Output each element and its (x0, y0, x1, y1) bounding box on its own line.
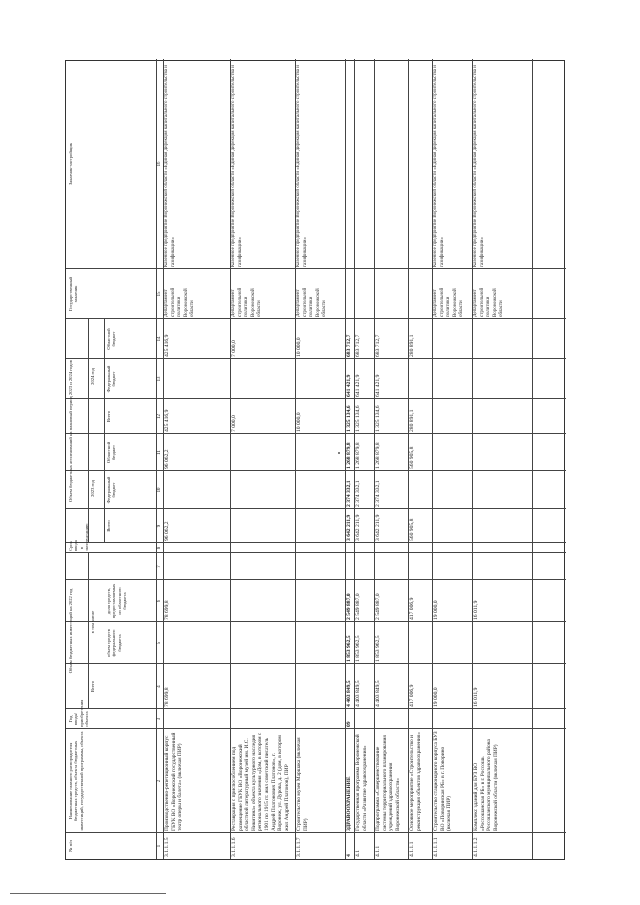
row-year: 09 (346, 721, 352, 727)
column-number: 6 (157, 599, 162, 603)
row-developer: Казенное предприятие Воронежской области «Единая дирекция капитального строительства и газификации» (433, 65, 445, 267)
column-number: 2 (157, 779, 162, 783)
row-federal-2022: 1 853 962,5 (375, 635, 381, 662)
row-total-2022: 78 699,8 (164, 687, 170, 707)
column-divider (66, 358, 566, 359)
row-developer: Казенное предприятие Воронежской области «Единая дирекция капитального строительства и газификации» (164, 65, 176, 267)
header-year-2023: 2023 год (90, 480, 95, 497)
row-total-2023: 3 642 211,9 (346, 514, 352, 541)
row-total-2022: 16 011,9 (473, 687, 479, 707)
column-divider (66, 470, 566, 471)
investment-table (65, 60, 565, 860)
row-share-2022: 2 549 887,0 (355, 593, 361, 620)
row-name: Государственная программа Воронежской области «Развитие здравоохранения» (355, 734, 368, 831)
row-share-2022: 2 549 887,0 (375, 593, 381, 620)
header-term: Срок ввода в эксплуатацию (68, 523, 90, 551)
header-year-2024: 2024 год (90, 368, 95, 385)
column-number: 13 (157, 376, 162, 382)
row-number: 3.1.1.1.5 (164, 837, 170, 857)
column-divider (66, 579, 566, 580)
row-regional-2024: 683 712,7 (355, 334, 361, 357)
row-total-2023: 3 642 211,9 (375, 514, 381, 541)
header-regional-2023: Областной бюджет (106, 441, 117, 464)
row-total-2024: 1 325 134,6 (375, 405, 381, 432)
row-number: 4.1.1.1.2 (473, 837, 479, 857)
header-developer: Заказчик-застройщик (68, 142, 73, 186)
row-total-2024: 1 325 134,6 (346, 405, 352, 432)
column-divider (66, 552, 566, 553)
column-number: 3 (157, 717, 162, 721)
row-share-2022: 78 699,8 (164, 600, 170, 620)
row-divider (532, 59, 533, 859)
column-divider (66, 508, 566, 509)
row-total-2024: 10 000,0 (296, 412, 302, 432)
row-number: 4 (346, 854, 352, 857)
column-divider (66, 728, 566, 729)
header-subdivider (88, 553, 89, 709)
row-number: 4.1 (355, 850, 361, 857)
header-total-2023: Всего (106, 520, 111, 532)
row-regional-2024: 10 000,0 (296, 337, 302, 357)
row-regional-2024: 683 712,7 (375, 334, 381, 357)
column-divider (66, 621, 566, 622)
row-total-2022: 4 403 849,5 (355, 680, 361, 707)
header-total-2024: Всего (106, 410, 111, 423)
column-number: 5 (157, 641, 162, 645)
row-regional-2024: 425 416,9 (164, 334, 170, 357)
column-divider (66, 398, 566, 399)
row-regional-2023: 1 268 879,8 (346, 442, 352, 469)
row-name: Строительство музея Маршака (включая ПИР) (296, 737, 309, 831)
column-number: 16 (157, 161, 162, 167)
header-number: № п/п (68, 840, 73, 852)
row-federal-2023: 2 374 332,1 (346, 480, 352, 507)
row-federal-2024: 641 421,9 (355, 374, 361, 397)
row-name: Комплекс зданий для БУЗ ВО «Россошанская РБ» в г. Россошь Россошанского муниципального района Воронежской области (включая ПИР) (473, 739, 499, 831)
row-federal-2024: 641 421,9 (375, 374, 381, 397)
header-volume-2022: Объем бюджетных инвестиций на 2022 год (68, 588, 73, 674)
row-customer: Департамент строительной политики Воронежской области (296, 287, 328, 317)
row-total-2023: 560 905,8 (409, 518, 415, 541)
header-federal-volume: объем средств федерального бюджета (106, 629, 122, 657)
row-number: 4.1.1 (375, 845, 381, 857)
row-total-2023: 3 642 211,9 (355, 514, 361, 541)
column-number: 14 (157, 336, 162, 342)
row-number: 4.1.1.1 (409, 841, 415, 857)
row-total-2022: 4 403 849,5 (346, 680, 352, 707)
column-divider (66, 268, 566, 269)
column-number: 1 (157, 844, 162, 848)
column-number: 11 (157, 450, 162, 455)
column-divider (66, 663, 566, 664)
row-total-2023: 96 062,2 (164, 521, 170, 541)
row-name: Реставрация с приспособлением под размещение ГБУК ВО «Воронежский областной литературный музей им. И.С. Никитина» объекта культурного наследия регионального значения «Дом, в котором с 1901 по 1915 гг. жил советский писатель Андрей Платонович Платонов», г. Воронеж, ул. Дурова, д. 2 (дом, в котором жил Андрей Платонов), ПИР (231, 732, 290, 831)
row-customer: Департамент строительной политики Воронежской области (164, 287, 196, 317)
header-total: Всего (90, 680, 95, 693)
column-number: 7 (157, 565, 162, 568)
header-subdivider (104, 319, 105, 543)
header-federal-2024: Федеральный бюджет (106, 365, 117, 393)
row-number: 3.1.1.1.7 (296, 837, 302, 857)
row-federal-2022: 1 853 962,5 (355, 635, 361, 662)
row-regional-2024: 683 712,7 (346, 334, 352, 357)
row-regional-2023: 1 268 879,8 (375, 442, 381, 469)
row-federal-2023: 2 374 332,1 (355, 480, 361, 507)
row-name: ЗДРАВООХРАНЕНИЕ (346, 776, 352, 831)
row-developer: Казенное предприятие Воронежской области «Единая дирекция капитального строительства и газификации» (231, 65, 243, 267)
column-divider (66, 708, 566, 709)
row-regional-2023: 560 905,8 (409, 446, 415, 469)
column-divider (66, 542, 566, 543)
row-developer: Казенное предприятие Воронежской области «Единая дирекция капитального строительства и газификации» (473, 65, 485, 267)
header-federal-2023: Федеральный бюджет (106, 476, 117, 504)
row-share-2022: 16 011,9 (473, 600, 479, 620)
header-year: Год ввода/приобретения объекта (68, 699, 90, 727)
header-subdivider (88, 319, 89, 543)
footnote-rule (10, 893, 166, 894)
header-volume-plan: Объем бюджетных ассигнований на плановый период 2023 и 2024 годов (68, 360, 73, 502)
row-name: Подпрограмма «Совершенствование системы территориального планирования учреждений здравоохранения Воронежской области» (375, 735, 401, 831)
column-number: 15 (157, 291, 162, 297)
header-name: Наименование главного распорядителя бюджетных средств, объекта бюджетных инвестиций, государственной программы, объекта (68, 731, 84, 831)
header-share: доля средств, предоставляемых из областного бюджета (106, 583, 128, 619)
row-share-2022: 19 000,0 (433, 600, 439, 620)
row-total-2022: 417 006,9 (409, 684, 415, 707)
row-share-2022: 2 549 887,0 (346, 593, 352, 620)
row-number: 4.1.1.1.1 (433, 837, 439, 857)
row-regional-2023: 1 268 879,8 (355, 442, 361, 469)
column-divider (66, 318, 566, 319)
row-customer: Департамент строительной политики Воронежской области (231, 287, 263, 317)
row-name: Основное мероприятие «Строительство и реконструкция объектов здравоохранения» (409, 732, 422, 831)
row-federal-2024: 641 421,9 (346, 374, 352, 397)
row-share-2022: 417 006,9 (409, 597, 415, 620)
row-total-2024: 1 325 134,6 (355, 405, 361, 432)
header-including: в том числе (90, 610, 95, 634)
column-number: 8 (157, 546, 162, 550)
row-name: Производственно-репетиционный корпус ГБУК ВО «Воронежский государственный театр оперы и балета» (включая ПИР) (164, 732, 184, 831)
column-number: 12 (157, 414, 162, 419)
header-customer: Государственный заказчик (68, 277, 79, 312)
row-developer: Казенное предприятие Воронежской области «Единая дирекция капитального строительства и газификации» (296, 65, 308, 267)
row-total-2024: 425 416,9 (164, 409, 170, 432)
column-number: 4 (157, 685, 162, 688)
row-total-2022: 4 403 849,5 (375, 680, 381, 707)
row-federal-2022: 1 853 962,5 (346, 635, 352, 662)
row-customer: Департамент строительной политики Воронежской области (473, 287, 505, 317)
rotated-table-wrapper (65, 60, 565, 860)
column-divider (66, 433, 566, 434)
row-number: 3.1.1.1.6 (231, 837, 237, 857)
row-total-2024: 7 000,0 (231, 415, 237, 432)
column-number: 10 (157, 487, 162, 493)
row-name: Строительство стационарного корпуса БУЗ ВО «Поворинская РБ» в г. Поворино (включая ПИР) (433, 731, 453, 831)
header-regional-2024: Областной бюджет (106, 328, 117, 350)
row-total-2024: 280 891,1 (409, 409, 415, 432)
column-divider (66, 832, 566, 833)
column-number: 9 (157, 524, 162, 528)
row-total-2022: 19 000,0 (433, 687, 439, 707)
row-regional-2024: 7 000,0 (231, 340, 237, 357)
row-regional-2024: 280 891,1 (409, 334, 415, 357)
row-regional-2023: 96 062,2 (164, 449, 170, 469)
row-federal-2023: 2 374 332,1 (375, 480, 381, 507)
row-customer: Департамент строительной политики Воронежской области (433, 287, 465, 317)
